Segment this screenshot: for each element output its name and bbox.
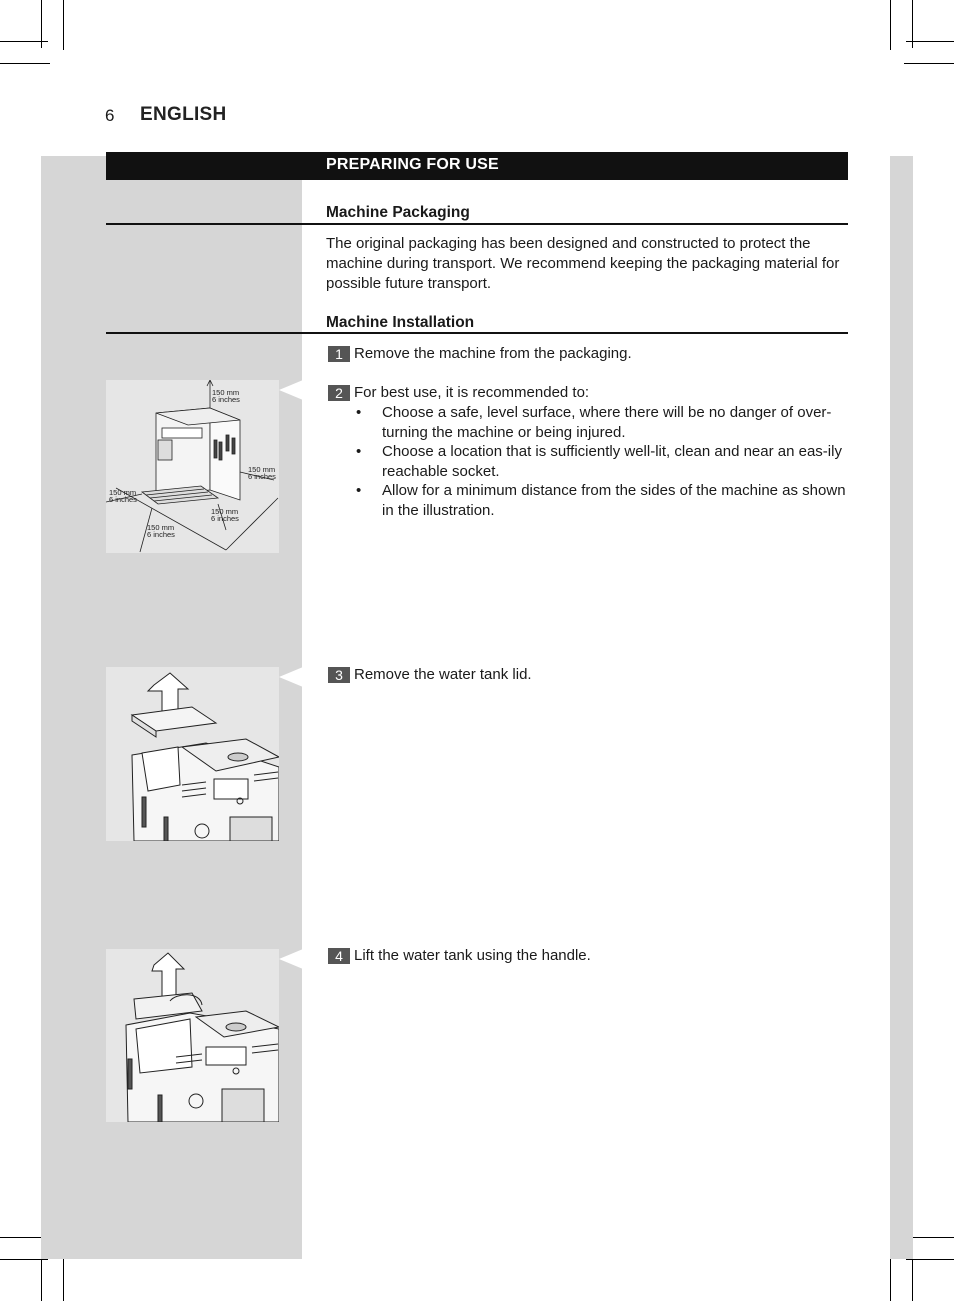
remove-lid-illustration bbox=[106, 667, 279, 841]
step-number: 2 bbox=[328, 385, 350, 401]
dimension-front: 150 mm bbox=[147, 523, 175, 532]
list-item: • Choose a location that is sufficiently well-lit, clean and near an eas-ily reachable socket. bbox=[354, 442, 850, 481]
step-text: Remove the machine from the packaging. bbox=[354, 345, 632, 362]
list-item: • Allow for a minimum distance from the sides of the machine as shown in the illustration. bbox=[354, 481, 850, 520]
crop-mark bbox=[890, 0, 891, 50]
dimension-right: 150 mm bbox=[248, 465, 276, 474]
page-number: 6 bbox=[105, 106, 115, 125]
remove-lid-drawing bbox=[106, 667, 279, 841]
step-2 bbox=[328, 383, 589, 403]
recommendation-list bbox=[354, 403, 850, 521]
dimension-top: 150 mm bbox=[212, 388, 240, 397]
language-label: ENGLISH bbox=[140, 104, 227, 125]
lift-tank-drawing bbox=[106, 949, 279, 1122]
illustration-pointer bbox=[279, 949, 303, 969]
packaging-heading: Machine Packaging bbox=[326, 204, 470, 221]
step-text: Lift the water tank using the handle. bbox=[354, 947, 591, 964]
dimension-back: 150 mm bbox=[211, 507, 239, 516]
dimension-front-in: 6 inches bbox=[147, 530, 175, 539]
section-title: PREPARING FOR USE bbox=[326, 156, 499, 173]
step-text: Remove the water tank lid. bbox=[354, 666, 532, 683]
packaging-text: The original packaging has been designed and constructed to protect the machine during transport. We recommend keeping the packaging material for possible future transport. bbox=[326, 235, 840, 292]
dimension-top-in: 6 inches bbox=[212, 395, 240, 404]
packaging-rule bbox=[106, 223, 848, 225]
crop-mark bbox=[906, 1259, 954, 1260]
right-gray-strip bbox=[890, 156, 913, 1259]
step-number: 4 bbox=[328, 948, 350, 964]
step-3 bbox=[328, 665, 532, 685]
crop-mark bbox=[906, 41, 954, 42]
crop-mark bbox=[0, 41, 48, 42]
step-number: 3 bbox=[328, 667, 350, 683]
illustration-pointer bbox=[279, 667, 303, 687]
crop-mark bbox=[912, 1253, 913, 1301]
dimension-right-in: 6 inches bbox=[248, 472, 276, 481]
dimension-left-in: 6 inches bbox=[109, 495, 137, 504]
step-text: For best use, it is recommended to: bbox=[354, 384, 590, 401]
placement-illustration bbox=[106, 380, 279, 553]
installation-heading: Machine Installation bbox=[326, 314, 475, 331]
step-number: 1 bbox=[328, 346, 350, 362]
crop-mark bbox=[63, 0, 64, 50]
clearance-diagram bbox=[106, 380, 279, 553]
dimension-back-in: 6 inches bbox=[211, 514, 239, 523]
crop-mark bbox=[904, 63, 954, 64]
crop-mark bbox=[0, 63, 50, 64]
crop-mark bbox=[0, 1259, 48, 1260]
installation-rule bbox=[106, 332, 848, 334]
section-title-bar bbox=[106, 152, 848, 180]
dimension-left: 150 mm bbox=[109, 488, 137, 497]
illustration-pointer bbox=[279, 380, 303, 400]
step-4 bbox=[328, 946, 591, 966]
step-1 bbox=[328, 344, 632, 364]
list-item: • Choose a safe, level surface, where there will be no danger of over-turning the machine or being injured. bbox=[354, 403, 850, 442]
crop-mark bbox=[41, 1253, 42, 1301]
lift-tank-illustration bbox=[106, 949, 279, 1122]
